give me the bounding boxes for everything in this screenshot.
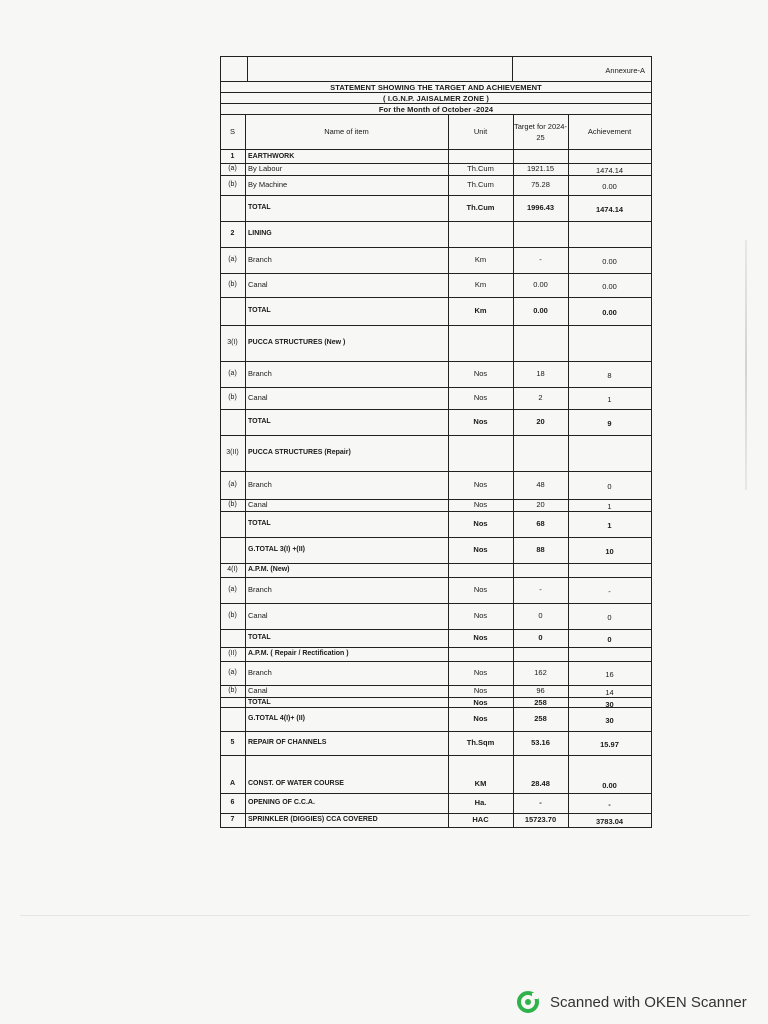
- grid-line: [245, 115, 246, 828]
- cell-target: 96: [536, 686, 545, 695]
- cell-name: A.P.M. ( Repair / Rectification ): [248, 650, 349, 657]
- col-header-s: S: [229, 127, 235, 136]
- cell-achievement: -: [608, 587, 611, 596]
- cell-s: 3(I): [227, 339, 238, 346]
- cell-s: 1: [230, 152, 235, 160]
- cell-unit: HAC: [472, 815, 489, 824]
- cell-unit: Nos: [473, 714, 488, 723]
- cell-achievement: 3783.04: [595, 817, 624, 826]
- cell-target: 53.16: [531, 738, 550, 747]
- cell-name: CONST. OF WATER COURSE: [248, 780, 344, 787]
- cell-target: 1996.43: [526, 203, 555, 212]
- scan-fold-line: [20, 915, 750, 916]
- cell-s: (II): [228, 650, 237, 657]
- cell-achievement: 0.00: [602, 257, 617, 266]
- cell-name: LINING: [248, 230, 272, 237]
- cell-s: (b): [228, 687, 237, 694]
- cell-s: (a): [228, 256, 237, 263]
- cell-achievement: -: [608, 800, 611, 809]
- cell-unit: Nos: [473, 585, 488, 594]
- cell-name: Canal: [248, 393, 268, 402]
- cell-unit: Nos: [473, 633, 488, 642]
- cell-s: 5: [230, 739, 235, 746]
- cell-target: 20: [536, 417, 545, 426]
- cell-target: 18: [536, 369, 545, 378]
- cell-unit: Km: [474, 306, 487, 315]
- cell-unit: Km: [474, 280, 487, 289]
- cell-s: (b): [228, 281, 237, 288]
- cell-target: 68: [536, 519, 545, 528]
- cell-name: EARTHWORK: [248, 152, 295, 160]
- cell-s: (b): [228, 181, 237, 188]
- cell-s: (a): [228, 165, 237, 172]
- cell-achievement: 1: [607, 502, 612, 511]
- cell-unit: Nos: [473, 500, 488, 509]
- cell-achievement: 15.97: [600, 740, 619, 749]
- cell-achievement: 0: [607, 635, 612, 644]
- title-line-1: STATEMENT SHOWING THE TARGET AND ACHIEVEMENT: [220, 82, 652, 93]
- cell-unit: Km: [474, 255, 487, 264]
- cell-name: PUCCA STRUCTURES (New ): [248, 339, 346, 346]
- cell-s: (b): [228, 612, 237, 619]
- cell-name: Canal: [248, 611, 268, 620]
- cell-unit: Nos: [473, 480, 488, 489]
- cell-name: Canal: [248, 280, 268, 289]
- cell-name: SPRINKLER (DIGGIES) CCA COVERED: [248, 816, 378, 823]
- cell-unit: Nos: [473, 668, 488, 677]
- cell-unit: Nos: [473, 698, 488, 707]
- scanner-text: Scanned with OKEN Scanner: [550, 993, 747, 1011]
- cell-name: TOTAL: [248, 699, 271, 706]
- cell-achievement: 30: [605, 700, 614, 709]
- cell-s: (a): [228, 669, 237, 676]
- cell-achievement: 0.00: [602, 182, 617, 191]
- cell-unit: Th.Cum: [467, 164, 494, 173]
- scanner-logo-icon: [516, 990, 540, 1014]
- cell-achievement: 8: [607, 371, 612, 380]
- annexure-label: Annexure-A: [605, 66, 645, 75]
- cell-name: Canal: [248, 500, 268, 509]
- cell-target: 1921.15: [526, 164, 555, 173]
- cell-name: Branch: [248, 255, 272, 264]
- cell-target: 88: [536, 545, 545, 554]
- col-header-name: Name of item: [324, 127, 369, 136]
- cell-target: 2: [538, 393, 543, 402]
- cell-target: 48: [536, 480, 545, 489]
- cell-name: Branch: [248, 369, 272, 378]
- cell-name: By Labour: [248, 164, 283, 173]
- cell-achievement: 0: [607, 613, 612, 622]
- grid-line: [568, 115, 569, 828]
- cell-achievement: 1474.14: [595, 205, 624, 214]
- cell-s: 6: [230, 799, 235, 806]
- cell-target: 15723.70: [524, 815, 557, 824]
- cell-target: -: [539, 585, 542, 594]
- cell-achievement: 30: [605, 716, 614, 725]
- cell-target: 0.00: [533, 306, 548, 315]
- cell-achievement: 14: [605, 688, 614, 697]
- cell-target: 0.00: [533, 280, 548, 289]
- cell-unit: Nos: [473, 686, 488, 695]
- annexure-table: [220, 56, 652, 864]
- cell-unit: Ha.: [474, 798, 487, 807]
- cell-achievement: 10: [605, 547, 614, 556]
- cell-s: (a): [228, 370, 237, 377]
- col-header-target: Target for 2024-25: [514, 122, 567, 142]
- cell-achievement: 1474.14: [595, 166, 624, 175]
- cell-target: -: [539, 798, 542, 807]
- col-header-achievement: Achievement: [587, 127, 632, 136]
- cell-name: TOTAL: [248, 520, 271, 527]
- cell-unit: Nos: [473, 393, 488, 402]
- cell-target: 162: [534, 668, 547, 677]
- cell-unit: Th.Cum: [466, 203, 495, 212]
- cell-target: 258: [534, 714, 547, 723]
- grid-line: [220, 115, 221, 828]
- cell-achievement: 0.00: [602, 781, 617, 790]
- cell-name: PUCCA STRUCTURES (Repair): [248, 449, 351, 456]
- cell-name: TOTAL: [248, 307, 271, 314]
- cell-achievement: 1: [607, 395, 612, 404]
- cell-unit: Nos: [473, 369, 488, 378]
- cell-name: OPENING OF C.C.A.: [248, 799, 315, 806]
- cell-target: -: [539, 255, 542, 264]
- cell-achievement: 0: [607, 482, 612, 491]
- cell-target: 258: [534, 698, 547, 707]
- grid-line: [220, 827, 652, 828]
- grid-line: [247, 56, 248, 82]
- cell-s: 2: [230, 230, 235, 237]
- scanner-watermark: [516, 989, 747, 1015]
- cell-name: Branch: [248, 668, 272, 677]
- grid-line: [651, 115, 652, 828]
- cell-achievement: 9: [607, 419, 612, 428]
- cell-s: A: [229, 780, 236, 787]
- cell-s: (b): [228, 501, 237, 508]
- cell-unit: Nos: [473, 611, 488, 620]
- cell-s: (a): [228, 481, 237, 488]
- cell-name: TOTAL: [248, 204, 271, 211]
- cell-name: A.P.M. (New): [248, 566, 290, 573]
- cell-name: REPAIR OF CHANNELS: [248, 739, 327, 746]
- cell-unit: Th.Sqm: [466, 738, 495, 747]
- cell-name: Branch: [248, 585, 272, 594]
- cell-target: 20: [536, 500, 545, 509]
- grid-line: [513, 115, 514, 828]
- cell-s: 4(I): [227, 566, 238, 573]
- title-line-3: For the Month of October -2024: [220, 104, 652, 115]
- cell-s: 3(II): [226, 449, 239, 456]
- cell-name: G.TOTAL 4(I)+ (II): [248, 715, 305, 722]
- cell-achievement: 16: [605, 670, 614, 679]
- cell-target: 0: [538, 633, 543, 642]
- cell-target: 75.28: [531, 180, 550, 189]
- cell-name: By Machine: [248, 180, 288, 189]
- cell-unit: Th.Cum: [467, 180, 494, 189]
- cell-target: 0: [538, 611, 543, 620]
- page-edge-shadow: [745, 240, 747, 490]
- cell-name: Branch: [248, 480, 272, 489]
- cell-unit: Nos: [473, 417, 488, 426]
- cell-name: Canal: [248, 686, 268, 695]
- cell-name: TOTAL: [248, 418, 271, 425]
- cell-unit: Nos: [473, 545, 488, 554]
- cell-name: TOTAL: [248, 634, 271, 641]
- cell-achievement: 1: [607, 521, 612, 530]
- grid-line: [512, 56, 513, 82]
- cell-achievement: 0.00: [602, 308, 617, 317]
- cell-unit: Nos: [473, 519, 488, 528]
- cell-target: 28.48: [531, 779, 550, 788]
- title-line-2: ( I.G.N.P. JAISALMER ZONE ): [220, 93, 652, 104]
- grid-line: [448, 115, 449, 828]
- cell-s: (a): [228, 586, 237, 593]
- cell-achievement: 0.00: [602, 282, 617, 291]
- cell-unit: KM: [474, 779, 487, 788]
- col-header-unit: Unit: [473, 127, 488, 136]
- cell-name: G.TOTAL 3(I) +(II): [248, 546, 305, 553]
- cell-s: 7: [230, 816, 235, 823]
- cell-s: (b): [228, 394, 237, 401]
